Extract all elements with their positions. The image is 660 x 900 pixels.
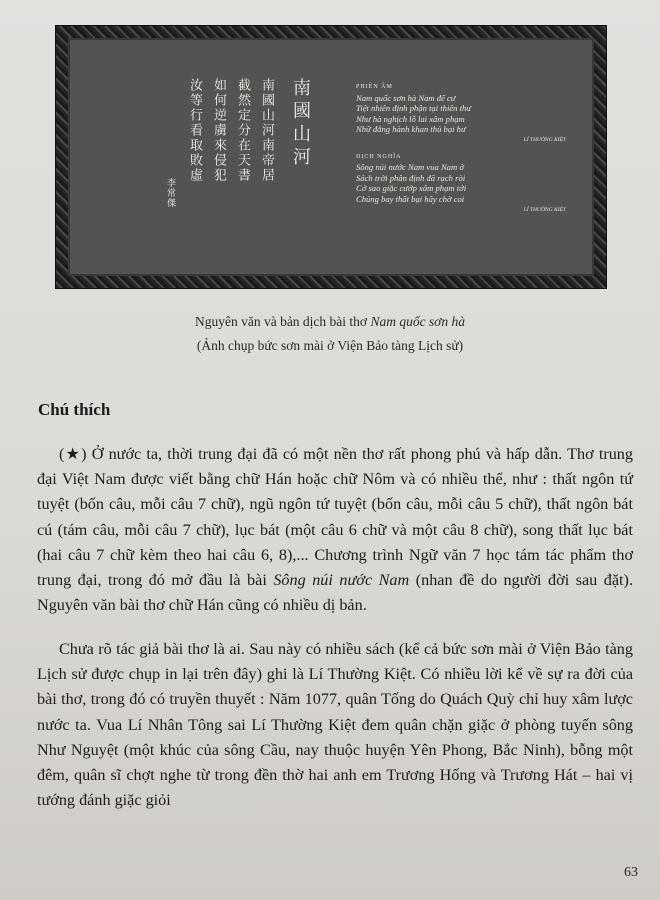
poem-title-emphasis: Sông núi nước Nam [273, 571, 410, 590]
han-line-1: 南國山河南帝居 [259, 78, 274, 183]
photo-caption-source: (Ảnh chụp bức sơn mài ở Viện Bảo tàng Lịch sử) [196, 338, 464, 353]
dich-line-4: Chúng bay thất bại hãy chờ coi [356, 193, 465, 204]
section-heading: Chú thích [38, 400, 111, 419]
vietnamese-text-block [356, 82, 596, 215]
dich-line-1: Sông núi nước Nam vua Nam ở [356, 162, 464, 173]
paragraph-1-text-b: (nhan đề do người đời sau đặt). Nguyên văn bài thơ chữ Hán cũng có nhiều dị bản. [37, 571, 633, 615]
dich-header: DỊCH NGHĨA [356, 153, 402, 160]
han-line-2: 截然定分在天書 [235, 78, 250, 183]
caption-prefix: Nguyên văn và bản dịch bài thơ [194, 314, 371, 329]
caption-title: Nam quốc sơn hà [370, 314, 466, 329]
dich-line-2: Sách trời phân định đã rạch ròi [356, 172, 466, 183]
dich-line-3: Cớ sao giặc cướp xâm phạm tới [356, 183, 467, 194]
dich-signature: LÍ THƯỜNG KIỆT [523, 206, 566, 213]
photo-caption [0, 314, 660, 330]
han-line-4: 汝等行看取敗虛 [187, 78, 202, 183]
page-number: 63 [624, 865, 638, 880]
han-title: 南國山河 [290, 78, 311, 170]
han-text-block [165, 78, 311, 208]
paragraph-1-text-a: (★) Ở nước ta, thời trung đại đã có một nền thơ rất phong phú và hấp dẫn. Thơ trung đại Việt Nam được viết bằng chữ Hán hoặc chữ Nôm và có nhiều thể, như : thất ngôn tứ tuyệt (bốn câu, mỗi câu 7 chữ), ngũ ngôn tứ tuyệt (bốn câu, mỗi câu 5 chữ), thất ngôn bát cú (tám câu, mỗi câu 7 chữ), lục bát (một câu 6 chữ và một câu 8 chữ), song thất lục bát (hai câu 7 chữ kèm theo hai câu 6, 8),... Chương trình Ngữ văn 7 học tám tác phẩm thơ trung đại, trong đó mở đầu là bài [37, 445, 633, 590]
lacquer-painting-photo [56, 26, 606, 288]
paragraph-1 [37, 442, 633, 618]
phien-am-header: PHIÊN ÂM [356, 84, 393, 90]
phien-am-signature: LÍ THƯỜNG KIỆT [523, 136, 566, 143]
phien-am-line-4: Nhữ đẳng hành khan thủ bại hư [356, 124, 466, 135]
paragraph-2: Chưa rõ tác giả bài thơ là ai. Sau này có nhiều sách (kể cả bức sơn mài ở Viện Bảo tàng Lịch sử được chụp in lại trên đây) ghi là Lí Thường Kiệt. Có nhiều lời kể về sự ra đời của bài thơ, trong đó có truyền thuyết : Năm 1077, quân Tống do Quách Quỳ chỉ huy xâm lược nước ta. Vua Lí Nhân Tông sai Lí Thường Kiệt đem quân chặn giặc ở phòng tuyến sông Như Nguyệt (một khúc của sông Cầu, nay thuộc huyện Yên Phong, Bắc Ninh), bỗng một đêm, quân sĩ chợt nghe từ trong đền thờ hai anh em Trương Hống và Trương Hát – hai vị tướng đánh giặc giỏi [37, 640, 633, 810]
han-line-3: 如何逆虜來侵犯 [211, 78, 226, 183]
phien-am-line-3: Như hà nghịch lỗ lai xâm phạm [356, 113, 465, 124]
phien-am-line-2: Tiệt nhiên định phận tại thiên thư [356, 103, 471, 114]
phien-am-line-1: Nam quốc sơn hà Nam đế cư [356, 92, 456, 103]
lacquer-panel [68, 38, 594, 276]
han-author: 李常傑 [165, 178, 175, 208]
